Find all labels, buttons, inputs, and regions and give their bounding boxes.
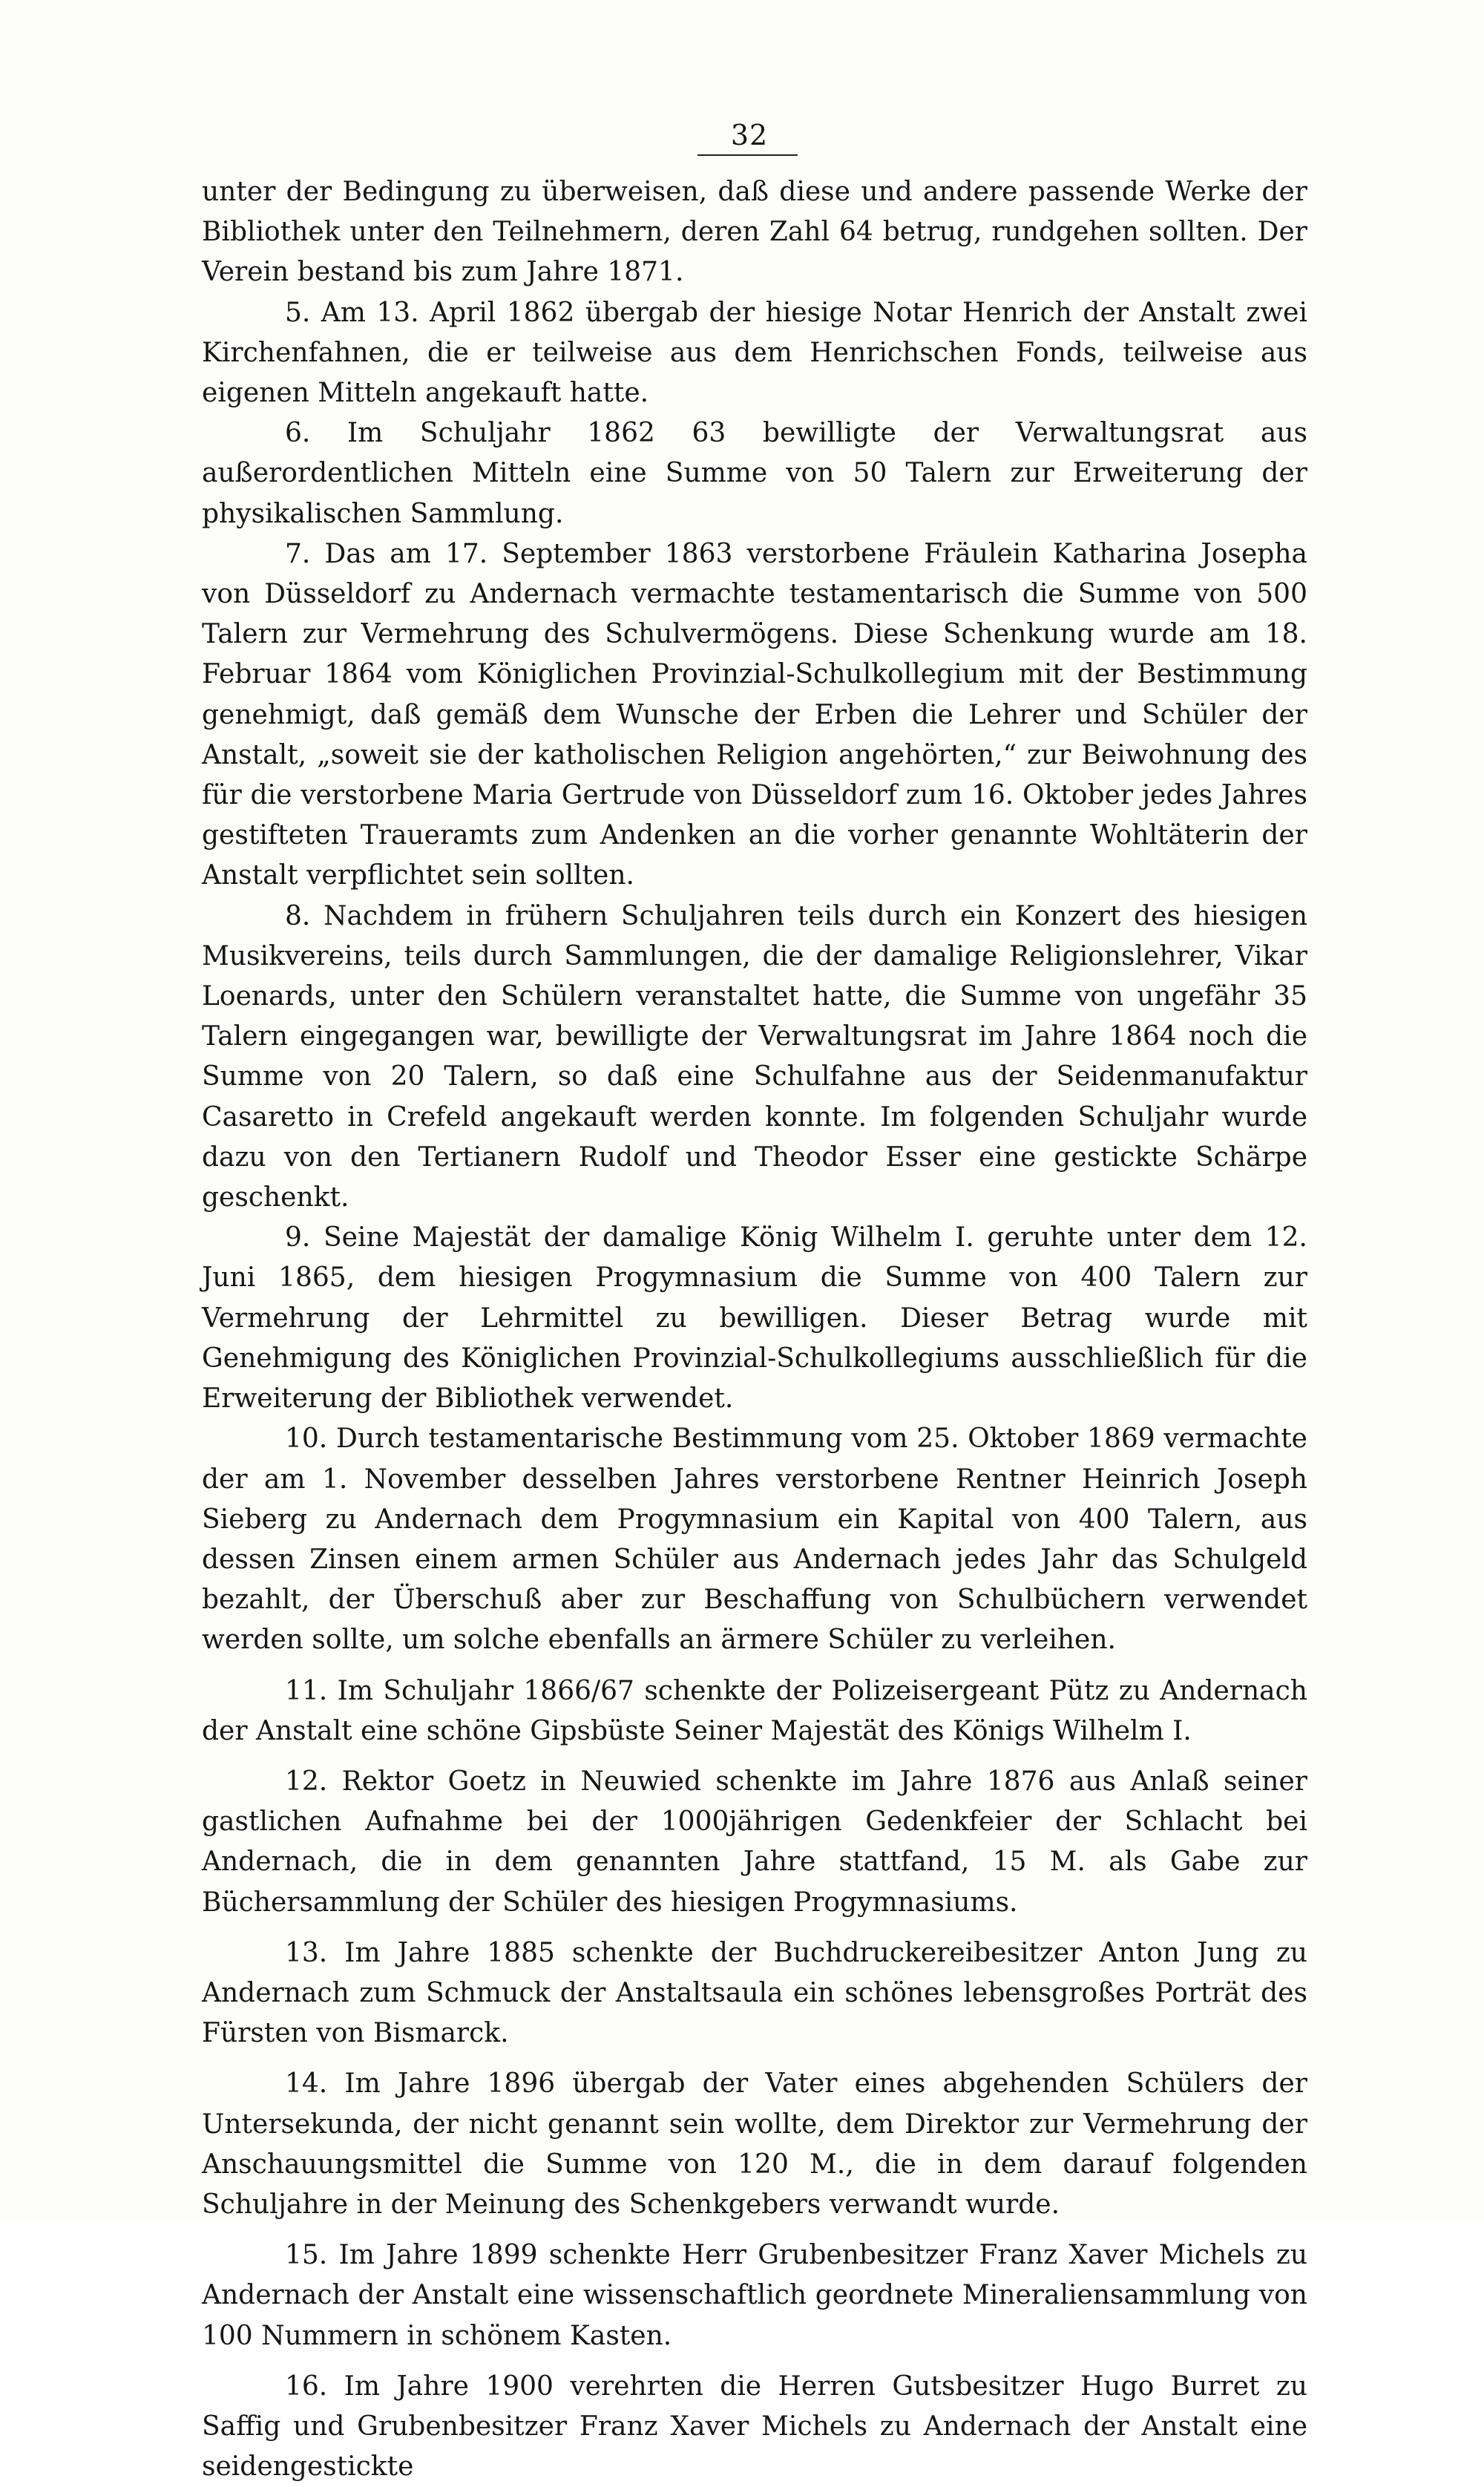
- paragraph-item-14: 14. Im Jahre 1896 übergab der Vater eines abgehenden Schülers der Untersekunda, der nicht genannt sein wollte, dem Direktor zur Vermehrung der Anschauungsmittel die Summe von 120 M., die in dem darauf folgenden Schuljahre in der Meinung des Schenkgebers verwandt wurde.: [202, 2068, 1307, 2220]
- paragraph-item-5: 5. Am 13. April 1862 übergab der hiesige Notar Henrich der Anstalt zwei Kirchenfahnen, die er teilweise aus dem Henrichschen Fonds, teilweise aus eigenen Mitteln angekauft hatte.: [202, 297, 1307, 409]
- paragraph-item-15: 15. Im Jahre 1899 schenkte Herr Grubenbesitzer Franz Xaver Michels zu Andernach der Anstalt eine wissenschaftlich geordnete Mineraliensammlung von 100 Nummern in schönem Kasten.: [202, 2240, 1307, 2351]
- paragraph-item-7: 7. Das am 17. September 1863 verstorbene Fräulein Katharina Josepha von Düsseldorf zu Andernach vermachte testamentarisch die Summe von 500 Talern zur Vermehrung des Schulvermögens. Diese Schenkung wurde am 18. Februar 1864 vom Königlichen Provinzial-Schulkollegium mit der Bestimmung genehmigt, daß gemäß dem Wunsche der Erben die Lehrer und Schüler der Anstalt, „soweit sie der katholischen Religion angehörten,“ zur Beiwohnung des für die verstorbene Maria Gertrude von Düsseldorf zum 16. Oktober jedes Jahres gestifteten Traueramts zum Andenken an die vorher genannte Wohltäterin der Anstalt verpflichtet sein sollten.: [202, 538, 1307, 891]
- paragraph-item-16: 16. Im Jahre 1900 verehrten die Herren Gutsbesitzer Hugo Burret zu Saffig und Grubenbesitzer Franz Xaver Michels zu Andernach der Anstalt eine seidengestickte: [202, 2370, 1307, 2483]
- page-number: 32: [730, 119, 769, 151]
- paragraph-continuation: unter der Bedingung zu überweisen, daß diese und andere passende Werke der Bibliothek unter den Teilnehmern, deren Zahl 64 betrug, rundgehen sollten. Der Verein bestand bis zum Jahre 1871.: [202, 177, 1307, 288]
- body-text: [202, 172, 1307, 2487]
- paragraph-item-12: 12. Rektor Goetz in Neuwied schenkte im Jahre 1876 aus Anlaß seiner gastlichen Aufnahme bei der 1000jährigen Gedenkfeier der Schlacht bei Andernach, die in dem genannten Jahre stattfand, 15 M. als Gabe zur Büchersammlung der Schüler des hiesigen Progymnasiums.: [202, 1766, 1307, 1918]
- paragraph-item-13: 13. Im Jahre 1885 schenkte der Buchdruckereibesitzer Anton Jung zu Andernach zum Schmuck der Anstaltsaula ein schönes lebensgroßes Porträt des Fürsten von Bismarck.: [202, 1937, 1307, 2049]
- paragraph-item-11: 11. Im Schuljahr 1866/67 schenkte der Polizeisergeant Pütz zu Andernach der Anstalt eine schöne Gipsbüste Seiner Majestät des Königs Wilhelm I.: [202, 1675, 1307, 1746]
- paragraph-item-8: 8. Nachdem in frühern Schuljahren teils durch ein Konzert des hiesigen Musikvereins, teils durch Sammlungen, die der damalige Religionslehrer, Vikar Loenards, unter den Schülern veranstaltet hatte, die Summe von ungefähr 35 Talern eingegangen war, bewilligte der Verwaltungsrat im Jahre 1864 noch die Summe von 20 Talern, so daß eine Schulfahne aus der Seidenmanufaktur Casaretto in Crefeld angekauft werden konnte. Im folgenden Schuljahr wurde dazu von den Tertianern Rudolf und Theodor Esser eine gestickte Schärpe geschenkt.: [202, 900, 1307, 1213]
- paragraph-item-9: 9. Seine Majestät der damalige König Wilhelm I. geruhte unter dem 12. Juni 1865, dem hiesigen Progymnasium die Summe von 400 Talern zur Vermehrung der Lehrmittel zu bewilligen. Dieser Betrag wurde mit Genehmigung des Königlichen Provinzial-Schulkollegiums ausschließlich für die Erweiterung der Bibliothek verwendet.: [202, 1222, 1307, 1415]
- paragraph-item-10: 10. Durch testamentarische Bestimmung vom 25. Oktober 1869 vermachte der am 1. November desselben Jahres verstorbene Rentner Heinrich Joseph Sieberg zu Andernach dem Progymnasium ein Kapital von 400 Talern, aus dessen Zinsen einem armen Schüler aus Andernach jedes Jahr das Schulgeld bezahlt, der Überschuß aber zur Beschaffung von Schulbüchern verwendet werden sollte, um solche ebenfalls an ärmere Schüler zu verleihen.: [202, 1423, 1307, 1656]
- page-number-rule: [697, 154, 798, 156]
- paragraph-item-6: 6. Im Schuljahr 1862 63 bewilligte der Verwaltungsrat aus außerordentlichen Mitteln eine Summe von 50 Talern zur Erweiterung der physikalischen Sammlung.: [202, 418, 1307, 529]
